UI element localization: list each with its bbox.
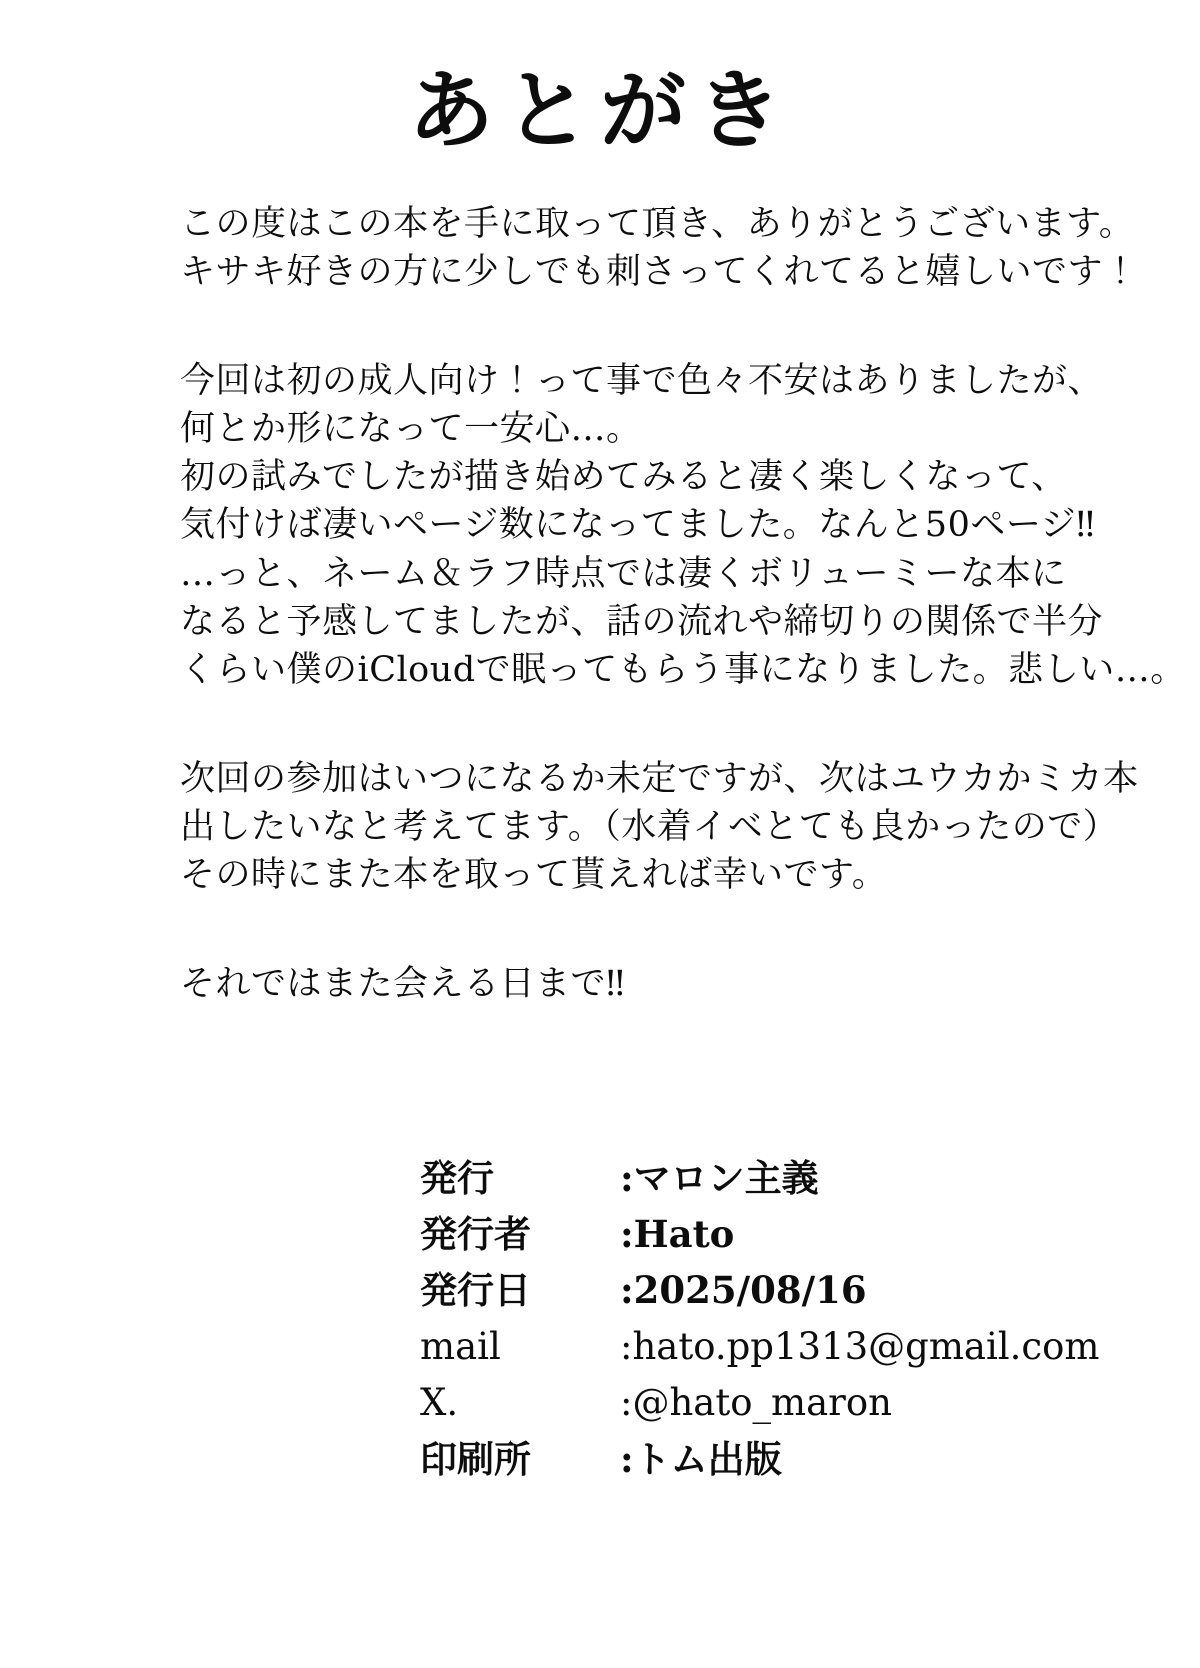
text-line: くらい僕のiCloudで眠ってもらう事になりました。悲しい…。 (180, 650, 1186, 691)
colophon-row-publisher (420, 1150, 1099, 1206)
colophon-row-printer (420, 1431, 1099, 1487)
text-line: 出したいなと考えてます。（水着イベとても良かったので） (180, 806, 1119, 847)
text-line: キサキ好きの方に少しでも刺さってくれてると嬉しいです！ (180, 252, 1139, 293)
paragraph-spacer (180, 934, 1070, 960)
colophon-label: X. (420, 1380, 459, 1424)
text-line: それではまた会える日まで‼ (180, 963, 625, 1004)
colophon-value: :トム出版 (620, 1437, 782, 1482)
colophon-value: :hato.pp1313@gmail.com (620, 1324, 1100, 1368)
colophon-row-date (420, 1262, 1099, 1318)
colophon-label: 発行 (420, 1156, 494, 1200)
text-line: この度はこの本を手に取って頂き、ありがとうございます。 (180, 204, 1135, 244)
text-line: 次回の参加はいつになるか未定ですが、次はユウカかミカ本 (180, 758, 1139, 799)
colophon-row-author (420, 1206, 1099, 1262)
colophon-value: :マロン主義 (620, 1156, 819, 1200)
text-line: その時にまた本を取って貰えれば幸いです。 (180, 855, 888, 896)
text-line: 初の試みでしたが描き始めてみると凄く楽しくなって、 (180, 457, 1067, 498)
paragraph-spacer (180, 331, 1070, 357)
paragraph-spacer (180, 729, 1070, 755)
paragraph-next-plans (180, 755, 1139, 900)
page-title: あとがき (408, 60, 792, 161)
colophon-label: 発行日 (420, 1268, 531, 1313)
colophon-value: :@hato_maron (620, 1380, 892, 1424)
paragraph-closing (180, 960, 1070, 1008)
text-line: なると予感してましたが、話の流れや締切りの関係で半分 (180, 602, 1104, 643)
colophon-label: 発行者 (420, 1212, 531, 1257)
colophon-row-x (420, 1375, 1099, 1431)
colophon-value: :2025/08/16 (620, 1268, 867, 1313)
colophon (420, 1150, 1099, 1487)
afterword-body (130, 200, 1186, 1008)
text-line: 何とか形になって一安心…。 (180, 408, 642, 449)
text-line: …っと、ネーム＆ラフ時点では凄くボリューミーな本に (180, 553, 1067, 594)
text-line: 気付けば凄いページ数になってました。なんと50ページ‼ (180, 505, 1096, 546)
colophon-value: :Hato (620, 1212, 735, 1257)
text-line: 今回は初の成人向け！って事で色々不安はありましたが、 (180, 360, 1104, 401)
paragraph-greeting (180, 200, 1139, 297)
paragraph-production-notes (180, 357, 1186, 695)
colophon-label: mail (420, 1324, 501, 1368)
colophon-label: 印刷所 (420, 1437, 531, 1482)
colophon-row-mail (420, 1319, 1099, 1375)
